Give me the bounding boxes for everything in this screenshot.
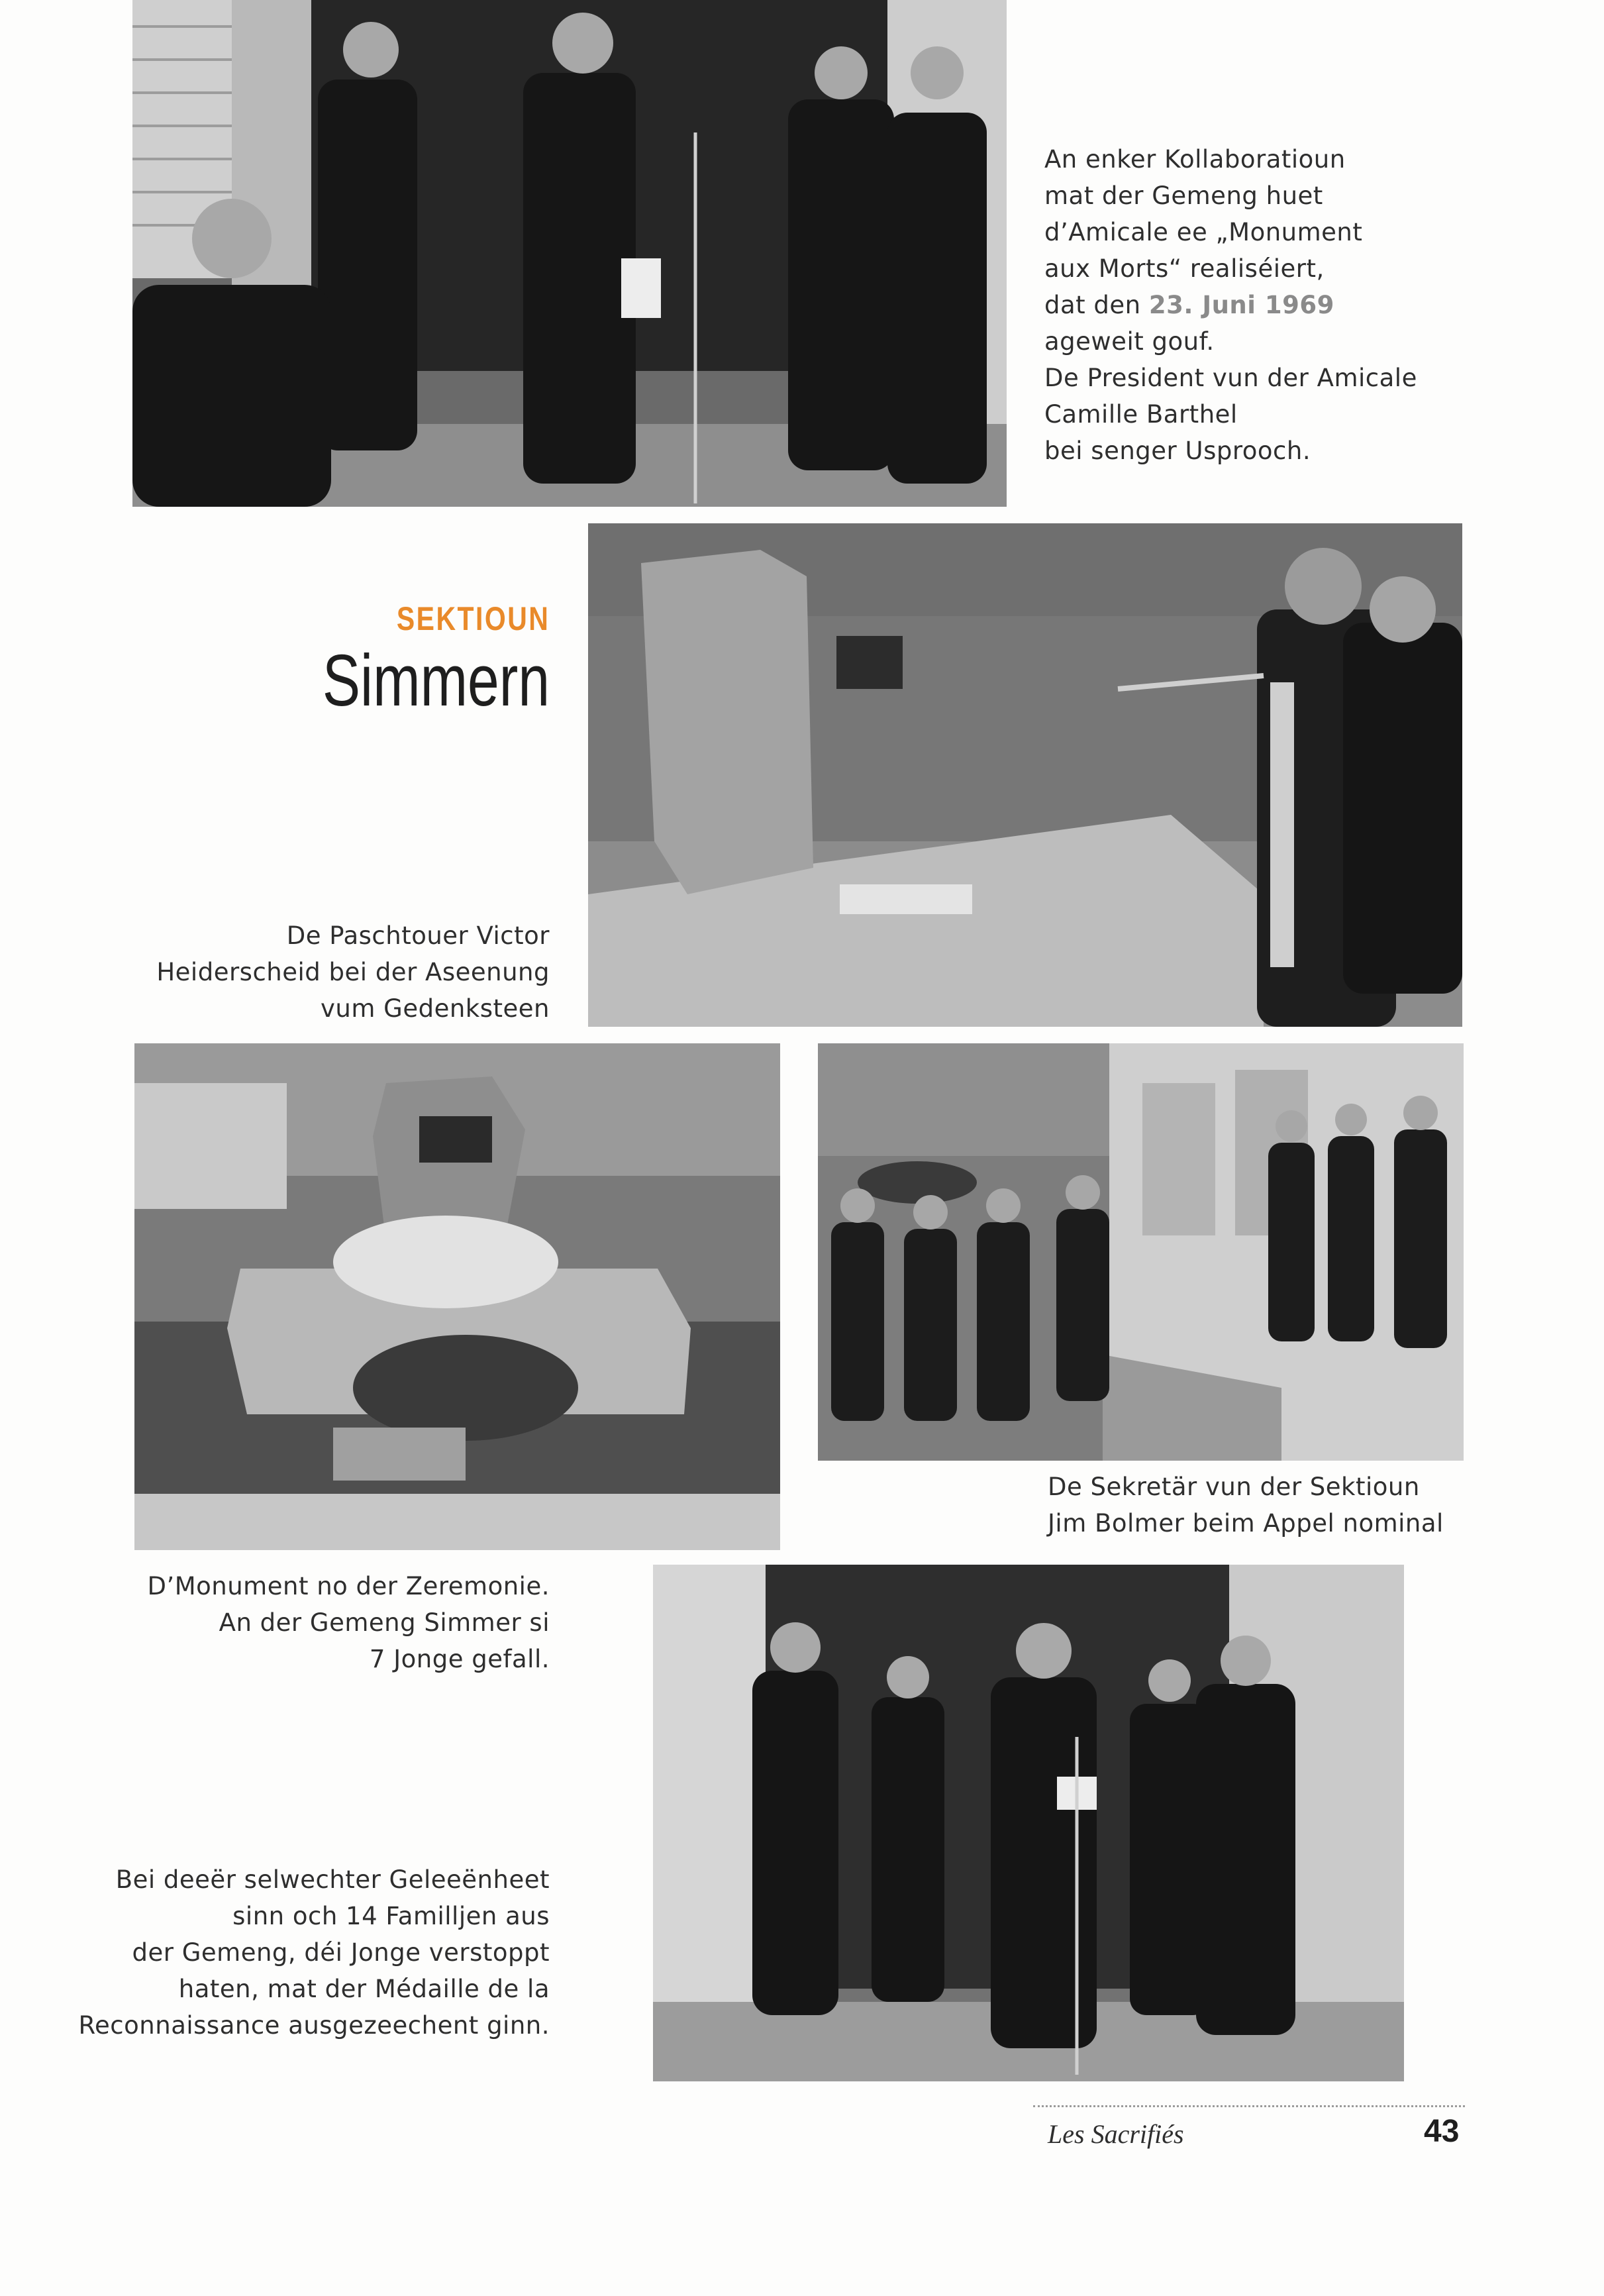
footer-divider — [1033, 2105, 1465, 2107]
photo-speech-bottom — [653, 1565, 1404, 2081]
footer-publication-title: Les Sacrifiés — [1048, 2119, 1184, 2149]
caption-secretary — [1048, 1469, 1444, 1541]
page-number: 43 — [1424, 2114, 1460, 2149]
caption-line: Bei deeër selwechter Geleeënheet — [115, 1865, 550, 1894]
caption-families — [79, 1861, 550, 2044]
caption-line: der Gemeng, déi Jonge verstoppt — [132, 1938, 550, 1967]
photo-speech-entrance — [132, 0, 1007, 507]
caption-monument-after — [147, 1568, 550, 1677]
caption-line: An enker Kollaboratioun — [1044, 145, 1346, 174]
photo-secretary-roll-call — [818, 1043, 1464, 1461]
caption-line: De Paschtouer Victor — [286, 921, 550, 950]
caption-line: d’Amicale ee „Monument — [1044, 218, 1363, 246]
caption-line: Heiderscheid bei der Aseenung — [156, 958, 550, 986]
photo-priest-blessing — [588, 523, 1462, 1027]
caption-line: An der Gemeng Simmer si — [219, 1608, 550, 1637]
caption-line: Camille Barthel — [1044, 400, 1238, 429]
caption-line: vum Gedenksteen — [321, 994, 550, 1023]
ceremony-date: 23. Juni 1969 — [1148, 291, 1334, 319]
caption-monument-intro — [1044, 141, 1417, 469]
caption-line: bei senger Usprooch. — [1044, 437, 1311, 465]
caption-line: Reconnaissance ausgezeechent ginn. — [78, 2011, 550, 2040]
caption-line: mat der Gemeng huet — [1044, 182, 1323, 210]
caption-line: 7 Jonge gefall. — [369, 1645, 550, 1673]
caption-line-date — [1044, 287, 1417, 323]
caption-line: sinn och 14 Familljen aus — [232, 1902, 550, 1930]
caption-line: D’Monument no der Zeremonie. — [147, 1572, 550, 1600]
caption-line: Jim Bolmer beim Appel nominal — [1048, 1509, 1444, 1538]
caption-text: dat den — [1044, 291, 1149, 319]
caption-line: De Sekretär vun der Sektioun — [1048, 1473, 1420, 1501]
caption-line: aux Morts“ realiséiert, — [1044, 254, 1325, 283]
section-kicker: SEKTIOUN — [396, 600, 550, 637]
section-title: Simmern — [322, 640, 550, 721]
caption-line: ageweit gouf. — [1044, 327, 1215, 356]
caption-priest — [156, 917, 550, 1027]
caption-line: De President vun der Amicale — [1044, 364, 1417, 392]
photo-monument-wreaths — [134, 1043, 780, 1550]
caption-line: haten, mat der Médaille de la — [178, 1975, 550, 2003]
